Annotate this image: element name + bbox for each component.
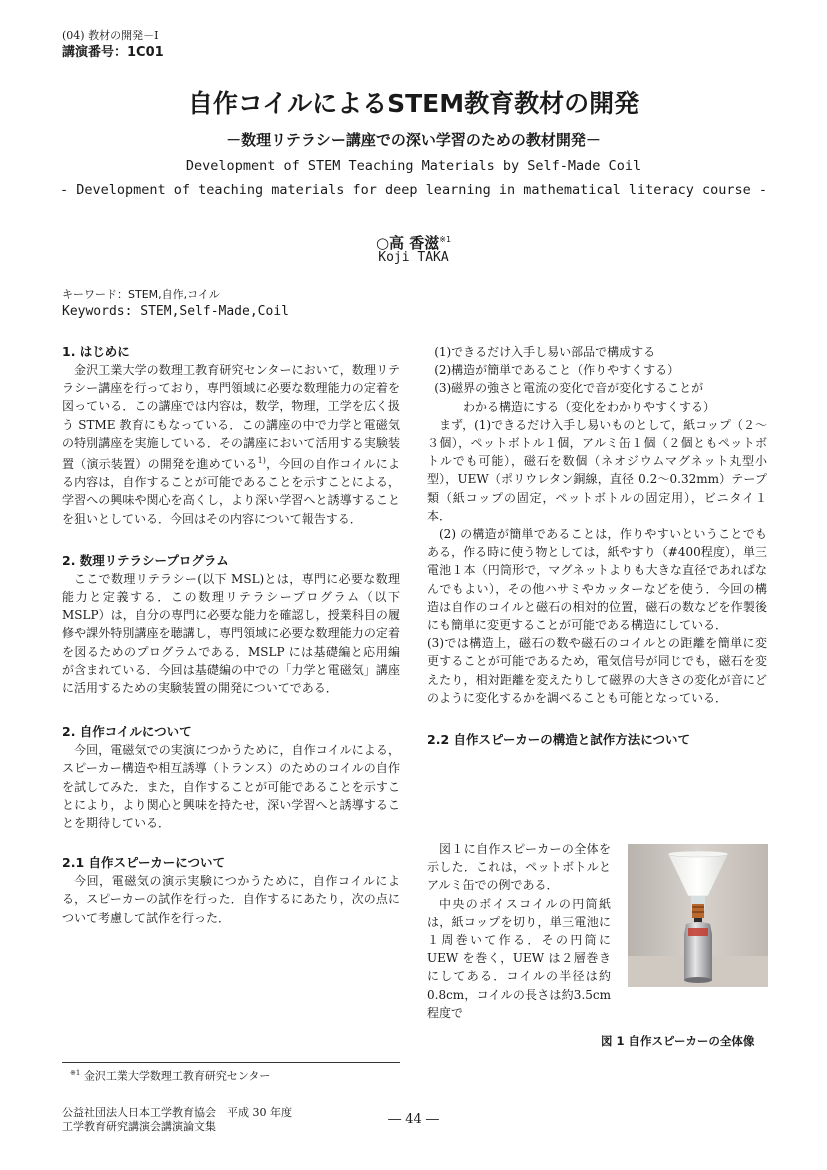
citation-ref: 1) bbox=[257, 456, 266, 466]
section-heading-structure: 2.2 自作スピーカーの構造と試作方法について bbox=[427, 732, 690, 748]
voice-coil-paragraph: 中央のボイスコイルの円筒紙は，紙コップを切り，単三電池に１周巻いて作る．その円筒に UEW を巻く，UEW は２層巻きにしてある．コイルの半径は約 0.8cm，コイルの長さは約3.5cm程度で bbox=[427, 896, 611, 1020]
section-heading-msl: 2. 数理リテラシープログラム bbox=[62, 552, 229, 568]
figure-side-text bbox=[427, 840, 611, 1022]
consideration-item-2: (2)構造が簡単であること（作りやすくする） bbox=[434, 363, 680, 378]
session-category: (04) 教材の開発－Ⅰ bbox=[62, 29, 159, 42]
structure-paragraph: (2) の構造が簡単であることは，作りやすいということでもある，作る時に使う物としては，紙やすり（#400程度），単三電池１本（円筒形で，マグネットよりも大きな直径であればなんでもよい），その他ハサミやカッターなどを使う．今回の構造は自作のコイルと磁石の相対的位置，磁石の数などを作製後にも簡単に変更することが可能である構造にしている． bbox=[427, 527, 767, 633]
section-body-intro bbox=[62, 361, 400, 528]
section-heading-coil: 2. 自作コイルについて bbox=[62, 724, 192, 740]
paper-title-en: Development of STEM Teaching Materials by Self-Made Coil bbox=[185, 158, 642, 174]
footnote-text: 金沢工業大学数理工教育研究センター bbox=[83, 1069, 271, 1083]
consideration-item-3-cont: わかる構造にする（変化をわかりやすくする） bbox=[463, 399, 716, 414]
section-body-speaker: 今回，電磁気の演示実験につかうために，自作コイルによる，スピーカーの試作を行った．自作するにあたり，次の点について考慮して試作を行った． bbox=[62, 874, 400, 925]
footnote bbox=[70, 1066, 270, 1084]
figure-caption: 図 1 自作スピーカーの全体像 bbox=[601, 1034, 755, 1048]
paper-subtitle: －数理リテラシー講座での深い学習のための教材開発－ bbox=[226, 131, 601, 149]
keywords-jp: キーワード：STEM,自作,コイル bbox=[62, 288, 220, 301]
footnote-mark: ※1 bbox=[70, 1069, 81, 1077]
right-column bbox=[427, 343, 767, 749]
magnet-paragraph: (3)では構造上，磁石の数や磁石のコイルとの距離を簡単に変更することが可能であるため，電気信号が同じでも，磁石を変えたり，相対距離を変えたりして磁界の大きさの変化が音にどのように変化するかを調べることも可能となっている． bbox=[427, 636, 767, 705]
left-column bbox=[62, 343, 400, 927]
speaker-photo bbox=[628, 844, 768, 987]
section-heading-speaker: 2.1 自作スピーカーについて bbox=[62, 855, 225, 871]
figure-intro-paragraph: 図１に自作スピーカーの全体を示した．これは，ペットボトルとアルミ缶での例である． bbox=[427, 842, 611, 893]
section-body-coil: 今回，電磁気での実演につかうために，自作コイルによる，スピーカー構造や相互誘導（トランス）のためのコイルの自作を試してみた．また，自作することが可能であることを示すことにより，より関心と興味を持たせ，深い学習へと誘導することを期待している． bbox=[62, 743, 400, 831]
consideration-item-1: (1)できるだけ入手し易い部品で構成する bbox=[434, 345, 656, 359]
author-name-en: Koji TAKA bbox=[378, 250, 449, 265]
page-number: ― 44 ― bbox=[388, 1112, 439, 1127]
section-body-msl: ここで数理リテラシー(以下 MSL)とは，専門に必要な数理能力と定義する．この数理リテラシープログラム（以下 MSLP）は，自分の専門に必要な能力を確認し，授業科目の履修や課外特別講座を聴講し，専門領域に必要な数理能力の定着を図るためのプログラムである．MSLP には基礎編と応用編が含まれている．今回は基礎編の中での「力学と電磁気」講座に活用するための実験装置の開発についてである． bbox=[62, 571, 400, 696]
intro-text-1: 金沢工業大学の数理工教育研究センターにおいて，数理リテラシー講座を行っており，専門領域に必要な数理能力の定着を図っている．この講座では内容は，数学，物理，工学を広く扱う STME 教育にもなっている．この講座の中で力学と電磁気の特別講座を実施している．その講座において活用する実験装置（演示装置）の開発を進めている bbox=[62, 363, 400, 472]
consideration-item-3: (3)磁界の強さと電流の変化で音が変化することが bbox=[434, 381, 704, 396]
author-affiliation-mark: ※1 bbox=[439, 235, 452, 244]
intro-text-2: ，今回の自作コイルによる内容は，自作することが可能であることを示すことによる，学習への興味や関心を高くし，より深い学習へと誘導することを狙いとしている．今回はその内容について報告する． bbox=[62, 457, 400, 526]
keywords-en: Keywords: STEM,Self-Made,Coil bbox=[62, 304, 289, 319]
publisher-line-1: 公益社団法人日本工学教育協会 平成 30 年度 bbox=[62, 1106, 292, 1119]
lecture-number: 講演番号：1C01 bbox=[62, 45, 164, 60]
paper-subtitle-en: - Development of teaching materials for deep learning in mathematical literacy course - bbox=[59, 182, 768, 198]
publisher-line-2: 工学教育研究講演会講演論文集 bbox=[62, 1120, 216, 1133]
paper-title: 自作コイルによるSTEM教育教材の開発 bbox=[187, 89, 640, 118]
materials-paragraph: まず，(1)できるだけ入手し易いものとして，紙コップ（２～３個），ペットボトル１個，アルミ缶１個（２個ともペットボトルでも可能），磁石を数個（ネオジウムマグネット丸型小型），UEW（ポリウレタン銅線，直径 0.2～0.32mm）テープ類（紙コップの固定，ペットボトルの固定用），ビニタイ１本． bbox=[427, 417, 767, 523]
author-name-text: ○高 香滋 bbox=[375, 234, 440, 252]
footnote-divider bbox=[62, 1062, 400, 1063]
section-heading-intro: 1. はじめに bbox=[62, 344, 130, 359]
